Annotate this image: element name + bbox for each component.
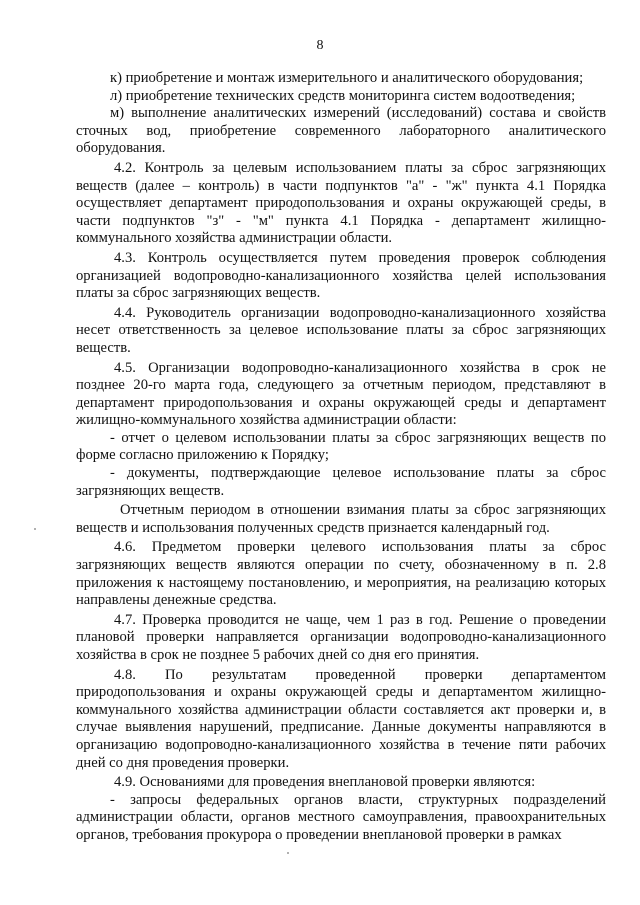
paragraph-4-5-bullet-report: - отчет о целевом использовании платы за сброс загрязняющих веществ по форме согласно приложению к Порядку;	[76, 429, 606, 464]
paragraph-4-9-bullet-requests: - запросы федеральных органов власти, структурных подразделений администрации области, органов местного самоуправления, правоохранительных органов, требования прокурора о проведении внеплановой проверки в рамках	[76, 791, 606, 843]
list-item-l: л) приобретение технических средств мониторинга систем водоотведения;	[110, 87, 576, 104]
scan-speck	[34, 528, 36, 530]
page-number: 8	[316, 38, 324, 53]
paragraph-4-9: 4.9. Основаниями для проведения внеплановой проверки являются:	[114, 774, 536, 791]
document-body	[76, 70, 606, 845]
paragraph-reporting-period: Отчетным периодом в отношении взимания платы за сброс загрязняющих веществ и использования полученных средств признается календарный год.	[76, 502, 606, 536]
list-item-m: м) выполнение аналитических измерений (исследований) состава и свойств сточных вод, приобретение современного лабораторного аналитического оборудования.	[76, 105, 606, 157]
paragraph-4-3: 4.3. Контроль осуществляется путем проведения проверок соблюдения организацией водопроводно-канализационного хозяйства целей использования платы за сброс загрязняющих веществ.	[76, 249, 606, 302]
list-item-k: к) приобретение и монтаж измерительного и аналитического оборудования;	[110, 70, 584, 86]
paragraph-4-4: 4.4. Руководитель организации водопроводно-канализационного хозяйства несет ответственность за целевое использование платы за сброс загрязняющих веществ.	[76, 304, 606, 356]
paragraph-4-5-bullet-documents: - документы, подтверждающие целевое использование платы за сброс загрязняющих веществ.	[76, 465, 606, 499]
paragraph-4-5: 4.5. Организации водопроводно-канализационного хозяйства в срок не позднее 20-го марта года, следующего за отчетным периодом, представляют в департамент природопользования и охраны окружающей среды и департамент жилищно-коммунального хозяйства администрации области:	[76, 359, 606, 429]
paragraph-4-2: 4.2. Контроль за целевым использованием платы за сброс загрязняющих веществ (далее – контроль) в части подпунктов "а" - "ж" пункта 4.1 Порядка осуществляет департамент природопользования и охраны окружающей среды, в части подпунктов "з" - "м" пункта 4.1 Порядка - департамент жилищно-коммунального хозяйства администрации области.	[76, 159, 606, 247]
paragraph-4-6: 4.6. Предметом проверки целевого использования платы за сброс загрязняющих веществ являются операции по счету, обозначенному в п. 2.8 приложения к настоящему постановлению, и мероприятия, на реализацию которых направлены денежные средства.	[76, 539, 606, 609]
paragraph-4-7: 4.7. Проверка проводится не чаще, чем 1 раз в год. Решение о проведении плановой проверки направляется организации водопроводно-канализационного хозяйства в срок не позднее 5 рабочих дней со дня его принятия.	[76, 611, 606, 663]
scan-speck	[287, 852, 289, 854]
paragraph-4-8: 4.8. По результатам проведенной проверки департаментом природопользования и охраны окружающей среды и департаментом жилищно-коммунального хозяйства администрации области составляется акт проверки и, в случае выявления нарушений, предписание. Данные документы направляются в организацию водопроводно-канализационного хозяйства в течение пяти рабочих дней со дня проведения проверки.	[76, 666, 606, 771]
